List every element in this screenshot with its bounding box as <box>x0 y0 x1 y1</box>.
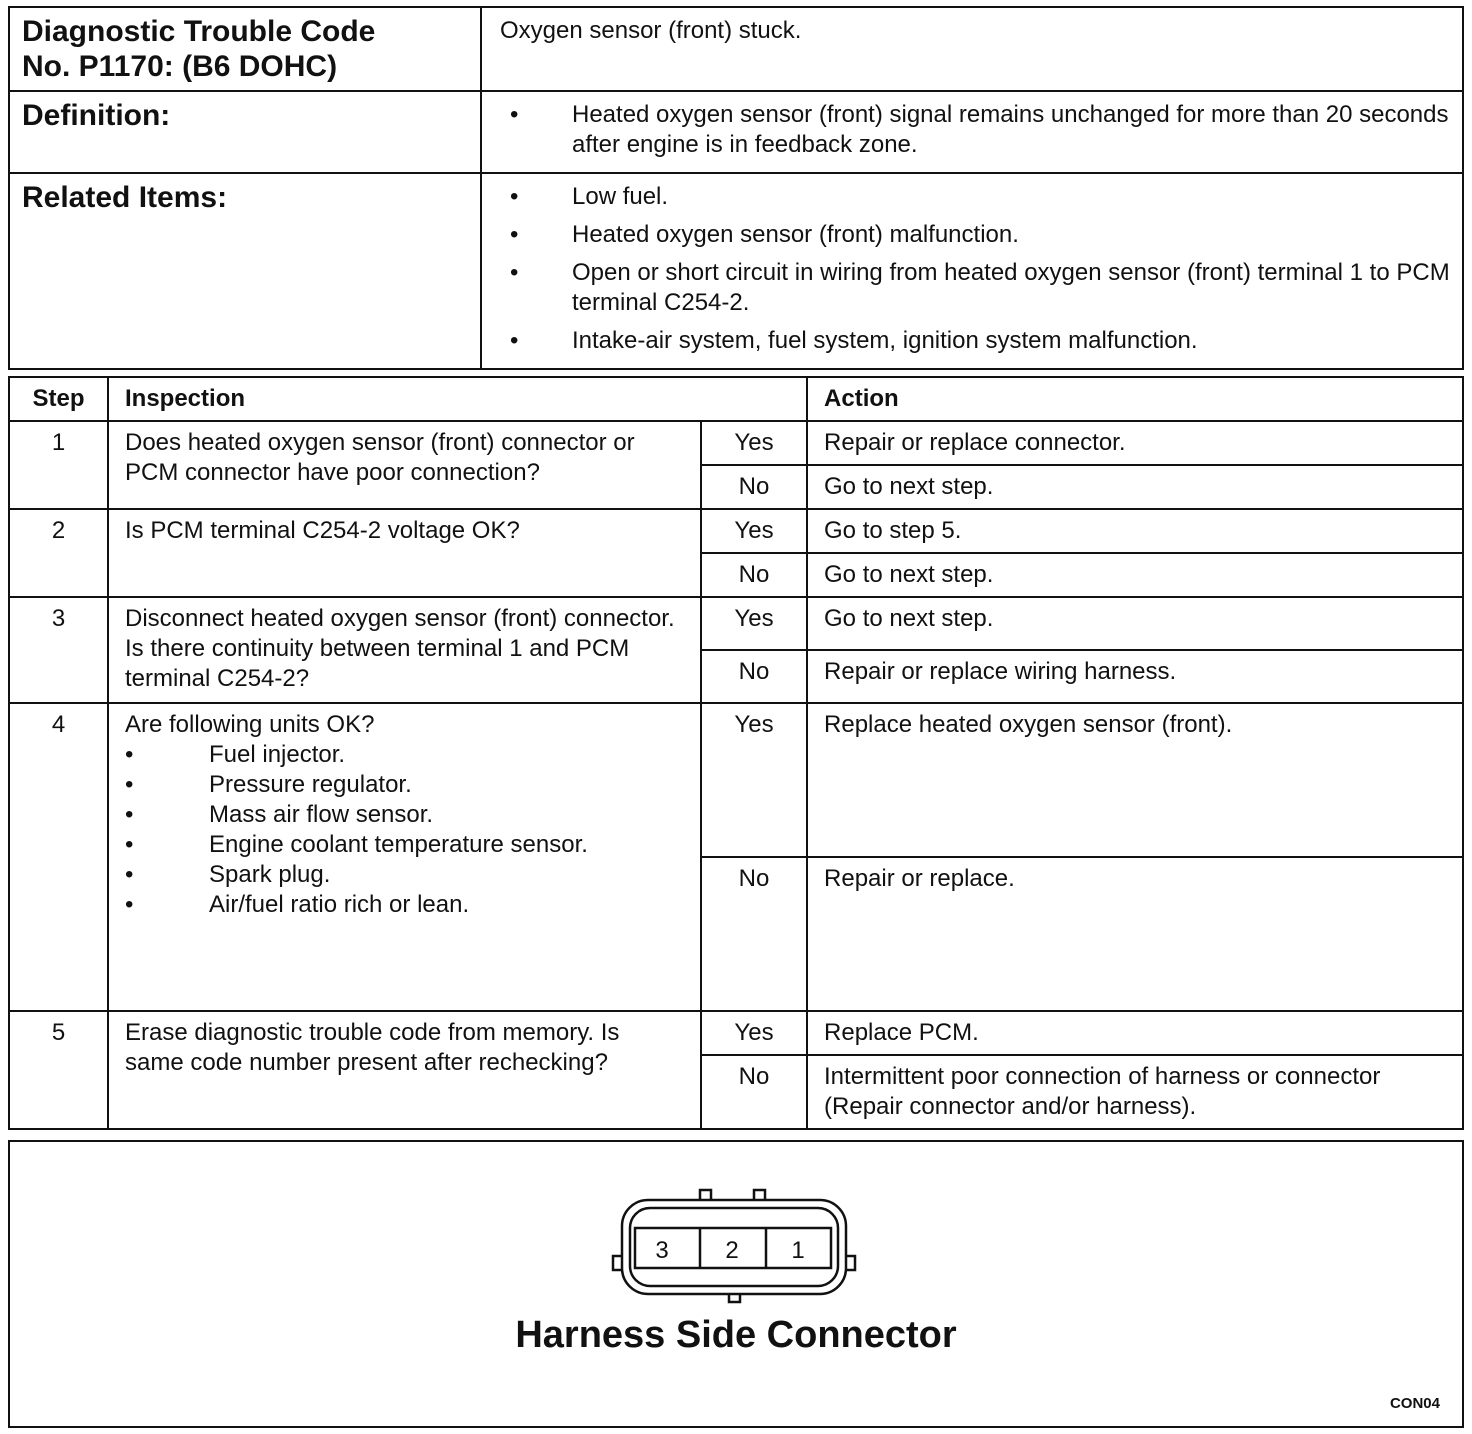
definition-item <box>500 100 1452 160</box>
step-inspection: Disconnect heated oxygen sensor (front) connector. Is there continuity between terminal 1 and PCM terminal C254-2? <box>108 597 701 703</box>
no-label: No <box>701 553 807 597</box>
related-item <box>500 220 1452 250</box>
step-3-yes-row <box>9 597 1463 650</box>
bullet: • <box>125 891 134 918</box>
no-label: No <box>701 857 807 1011</box>
dtc-code-line2: No. P1170: (B6 DOHC) <box>22 50 338 83</box>
header-action: Action <box>807 377 1463 421</box>
related-items-label: Related Items: <box>9 173 481 369</box>
no-action: Repair or replace wiring harness. <box>807 650 1463 703</box>
sub-item <box>125 770 684 800</box>
step-inspection-text: Are following units OK? <box>125 711 375 738</box>
bullet: • <box>125 831 134 858</box>
bullet: • <box>510 101 519 128</box>
dtc-code-value: Oxygen sensor (front) stuck. <box>481 7 1463 91</box>
yes-action: Replace heated oxygen sensor (front). <box>807 703 1463 857</box>
sub-item-text: Pressure regulator. <box>209 771 412 798</box>
step-5-yes-row <box>9 1011 1463 1055</box>
inspection-steps-table <box>8 376 1464 1126</box>
definition-text: Heated oxygen sensor (front) signal remains unchanged for more than 20 seconds after engine is in feedback zone. <box>572 101 1449 158</box>
yes-label: Yes <box>701 421 807 465</box>
sub-item <box>125 800 684 830</box>
step-number: 4 <box>9 703 108 1011</box>
dtc-info-table <box>8 6 1464 354</box>
header-step: Step <box>9 377 108 421</box>
bullet: • <box>125 741 134 768</box>
step-number: 2 <box>9 509 108 597</box>
step-inspection <box>108 703 701 1011</box>
step-number: 1 <box>9 421 108 509</box>
no-label: No <box>701 1055 807 1129</box>
bullet: • <box>510 259 519 286</box>
step-inspection: Erase diagnostic trouble code from memory. Is same code number present after rechecking? <box>108 1011 701 1129</box>
bullet: • <box>510 327 519 354</box>
terminal-label: 2 <box>725 1237 739 1264</box>
step-1-yes-row <box>9 421 1463 465</box>
yes-label: Yes <box>701 509 807 553</box>
no-action: Go to next step. <box>807 553 1463 597</box>
connector-figure <box>8 1140 1464 1428</box>
step-number: 3 <box>9 597 108 703</box>
related-item-text: Open or short circuit in wiring from heated oxygen sensor (front) terminal 1 to PCM terminal C254-2. <box>572 259 1450 316</box>
harness-connector-diagram <box>10 1142 1462 1426</box>
no-action: Go to next step. <box>807 465 1463 509</box>
sub-item-text: Engine coolant temperature sensor. <box>209 831 588 858</box>
yes-action: Go to next step. <box>807 597 1463 650</box>
sub-item-text: Spark plug. <box>209 861 331 888</box>
sub-item-text: Fuel injector. <box>209 741 346 768</box>
bullet: • <box>125 801 134 828</box>
no-label: No <box>701 650 807 703</box>
sub-item <box>125 860 684 890</box>
related-item <box>500 258 1452 318</box>
related-item-text: Low fuel. <box>572 183 669 210</box>
terminal-label: 3 <box>655 1237 669 1264</box>
yes-action: Replace PCM. <box>807 1011 1463 1055</box>
header-inspection: Inspection <box>108 377 807 421</box>
sub-item <box>125 890 684 920</box>
sub-item-text: Air/fuel ratio rich or lean. <box>209 891 470 918</box>
related-item <box>500 182 1452 212</box>
sub-item-text: Mass air flow sensor. <box>209 801 434 828</box>
yes-action: Go to step 5. <box>807 509 1463 553</box>
definition-label: Definition: <box>9 91 481 173</box>
dtc-code-label <box>9 7 481 91</box>
related-item-text: Heated oxygen sensor (front) malfunction. <box>572 221 1019 248</box>
terminal-label: 1 <box>791 1237 805 1264</box>
connector-caption: Harness Side Connector <box>515 1314 957 1356</box>
bullet: • <box>510 183 519 210</box>
bullet: • <box>125 861 134 888</box>
step-inspection: Does heated oxygen sensor (front) connector or PCM connector have poor connection? <box>108 421 701 509</box>
no-action: Intermittent poor connection of harness or connector (Repair connector and/or harness). <box>807 1055 1463 1129</box>
related-items-list <box>481 173 1463 369</box>
bullet: • <box>510 221 519 248</box>
related-item-text: Intake-air system, fuel system, ignition system malfunction. <box>572 327 1198 354</box>
yes-action: Repair or replace connector. <box>807 421 1463 465</box>
no-label: No <box>701 465 807 509</box>
step-2-yes-row <box>9 509 1463 553</box>
definition-value <box>481 91 1463 173</box>
figure-code: CON04 <box>1389 1395 1440 1412</box>
yes-label: Yes <box>701 703 807 857</box>
sub-item <box>125 740 684 770</box>
bullet: • <box>125 771 134 798</box>
yes-label: Yes <box>701 597 807 650</box>
yes-label: Yes <box>701 1011 807 1055</box>
sub-item <box>125 830 684 860</box>
dtc-code-line1: Diagnostic Trouble Code <box>22 15 376 48</box>
step-4-yes-row <box>9 703 1463 857</box>
step-inspection: Is PCM terminal C254-2 voltage OK? <box>108 509 701 597</box>
related-item <box>500 326 1452 356</box>
no-action: Repair or replace. <box>807 857 1463 1011</box>
step-number: 5 <box>9 1011 108 1129</box>
